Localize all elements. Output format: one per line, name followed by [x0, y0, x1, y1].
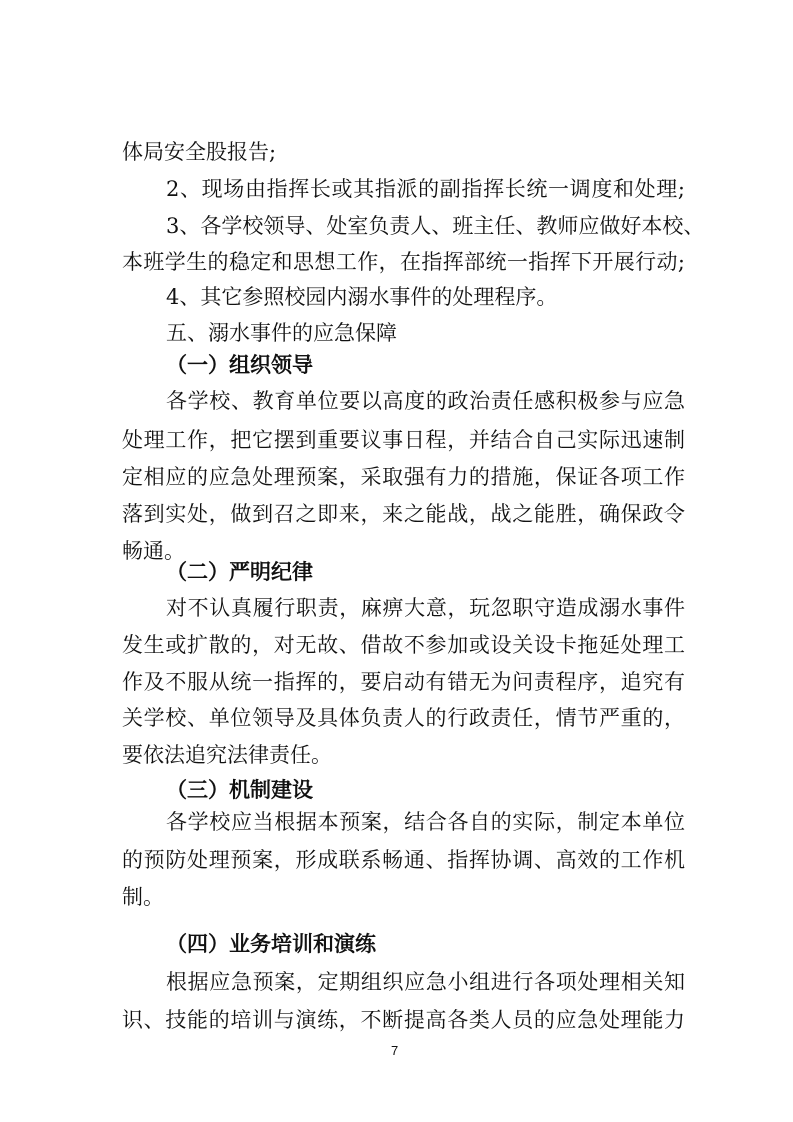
paragraph-line: 畅通。 [122, 539, 185, 563]
paragraph-line: 各学校、教育单位要以高度的政治责任感积极参与应急 [166, 389, 685, 413]
paragraph-line: 各学校应当根据本预案，结合各自的实际，制定本单位 [166, 810, 685, 834]
list-item-3: 3、各学校领导、处室负责人、班主任、教师应做好本校、 [166, 214, 705, 238]
section-heading: 五、溺水事件的应急保障 [166, 321, 397, 345]
paragraph-line: 对不认真履行职责，麻痹大意，玩忽职守造成溺水事件 [166, 596, 685, 620]
paragraph-line: 的预防处理预案，形成联系畅通、指挥协调、高效的工作机 [122, 848, 685, 872]
paragraph-line: 落到实处，做到召之即来，来之能战，战之能胜，确保政令 [122, 502, 685, 526]
paragraph-line: 要依法追究法律责任。 [122, 743, 332, 767]
subsection-heading: （三）机制建设 [166, 778, 313, 802]
paragraph-line: 关学校、单位领导及具体负责人的行政责任，情节严重的， [122, 706, 685, 730]
paragraph-line: 制。 [122, 885, 164, 909]
paragraph-line: 本班学生的稳定和思想工作，在指挥部统一指挥下开展行动; [122, 250, 685, 274]
paragraph-line: 作及不服从统一指挥的，要启动有错无为问责程序，追究有 [122, 670, 685, 694]
paragraph-line: 定相应的应急处理预案，采取强有力的措施，保证各项工作 [122, 465, 685, 489]
subsection-heading: （二）严明纪律 [166, 560, 313, 584]
subsection-heading: （一）组织领导 [166, 353, 313, 377]
paragraph-line: 识、技能的培训与演练，不断提高各类人员的应急处理能力 [122, 1008, 685, 1032]
paragraph-line: 体局安全股报告; [122, 140, 277, 164]
list-item-4: 4、其它参照校园内溺水事件的处理程序。 [166, 285, 558, 309]
list-item-2: 2、现场由指挥长或其指派的副指挥长统一调度和处理; [166, 177, 685, 201]
paragraph-line: 处理工作，把它摆到重要议事日程，并结合自己实际迅速制 [122, 428, 685, 452]
paragraph-line: 根据应急预案，定期组织应急小组进行各项处理相关知 [166, 970, 685, 994]
subsection-heading: （四）业务培训和演练 [166, 932, 376, 956]
paragraph-line: 发生或扩散的，对无故、借故不参加或设关设卡拖延处理工 [122, 633, 685, 657]
page-number: 7 [391, 1043, 399, 1058]
